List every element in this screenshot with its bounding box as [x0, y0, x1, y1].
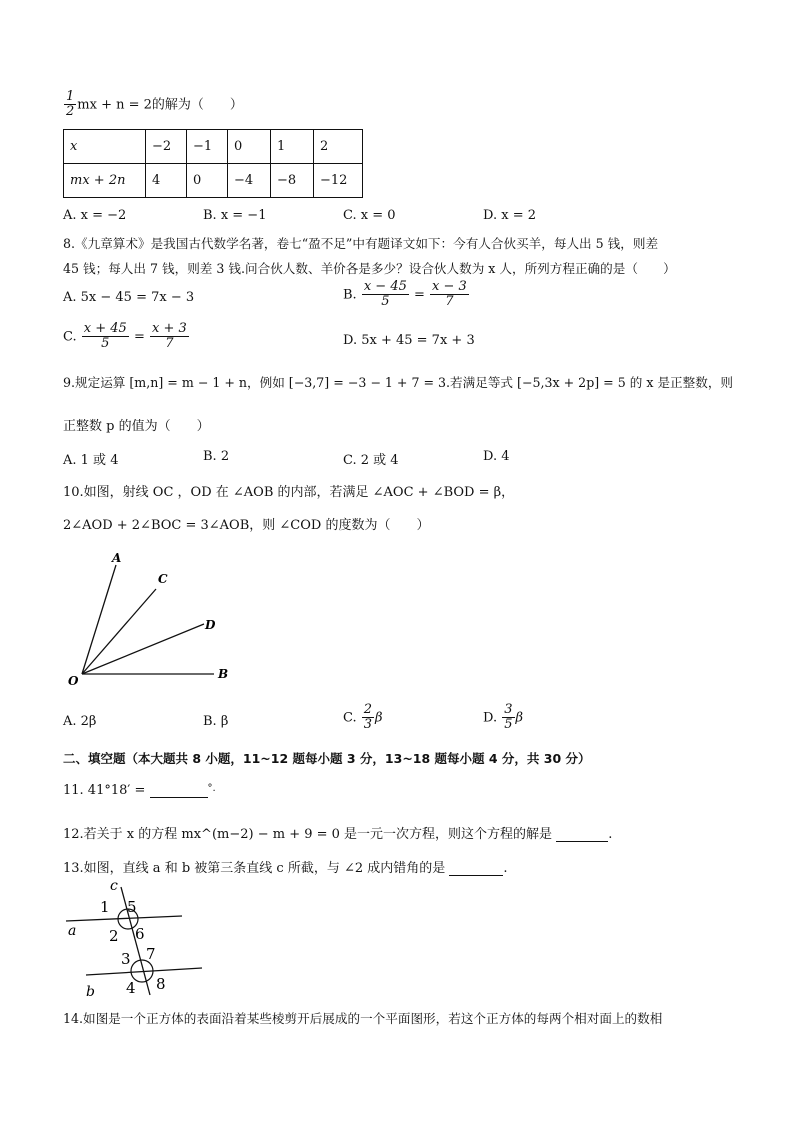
- point-label-o: O: [68, 674, 79, 688]
- angle-label-5: 5: [127, 898, 137, 916]
- q10-line2: 2∠AOD + 2∠BOC = 3∠AOB，则 ∠COD 的度数为（ ）: [63, 518, 430, 533]
- section-heading: 二、填空题（本大题共 8 小题，11~12 题每小题 3 分，13~18 题每小题 4 分，共 30 分）: [63, 751, 591, 766]
- table-row: [64, 130, 363, 164]
- q10-option-d: D. $\frac{3}{5}$ β: [483, 702, 524, 733]
- q13-parallel-lines-figure: [60, 875, 210, 1005]
- q9-line2: 正整数 p 的值为（ ）: [63, 419, 210, 434]
- fraction: $\frac{3}{5}$: [504, 702, 513, 733]
- q14-line1: 14.如图是一个正方体的表面沿着某些棱剪开后展成的一个平面图形，若这个正方体的每两个相对面上的数相: [63, 1011, 663, 1026]
- angle-label-8: 8: [156, 975, 166, 993]
- q7-option-b: B. x = −1: [203, 208, 267, 223]
- fraction: $\frac{2}{3}$: [363, 702, 373, 733]
- q7-option-a: A. x = −2: [63, 208, 127, 223]
- angle-label-3: 3: [121, 950, 131, 968]
- q8-option-a: A. 5x − 45 = 7x − 3: [63, 290, 195, 305]
- q8-option-b: B. $\frac{x - 45}{5}$ = $\frac{x - 3}{7}$: [343, 279, 467, 310]
- q8-option-c-label: C.: [63, 329, 77, 345]
- table-cell: −12: [314, 164, 363, 198]
- q9-line1: 9.规定运算 [m,n] = m − 1 + n，例如 [−3,7] = −3 − 1 + 7 = 3.若满足等式 [−5,3x + 2p] = 5 的 x 是正整数，则: [63, 375, 734, 390]
- table-cell: 4: [146, 164, 187, 198]
- q7-stem: [63, 90, 243, 120]
- table-cell: −4: [228, 164, 271, 198]
- line-label-c: c: [110, 878, 118, 894]
- ray-oc: [82, 589, 156, 674]
- q8-option-b-label: B.: [343, 287, 357, 303]
- q7-table: [63, 129, 363, 198]
- table-cell: −2: [146, 130, 187, 164]
- line-a: [66, 916, 182, 921]
- point-label-d: D: [205, 618, 216, 632]
- angle-label-1: 1: [100, 898, 110, 916]
- q7-stem-text: mx + n = 2的解为（ ）: [77, 97, 243, 113]
- angle-label-7: 7: [146, 945, 156, 963]
- q8-line2: 45 钱；每人出 7 钱，则差 3 钱.问合伙人数、羊价各是多少？设合伙人数为 x 人，所列方程正确的是（ ）: [63, 261, 676, 276]
- line-label-a: a: [68, 923, 77, 939]
- answer-blank: [150, 797, 208, 798]
- q9-option-d: D. 4: [483, 449, 510, 464]
- answer-blank: [556, 841, 608, 842]
- q8-option-c: C. $\frac{x + 45}{5}$ = $\frac{x + 3}{7}$: [63, 321, 187, 352]
- q12: 12.若关于 x 的方程 mx^(m−2) − m + 9 = 0 是一元一次方程，则这个方程的解是 .: [63, 827, 613, 842]
- q9-option-c: C. 2 或 4: [343, 453, 399, 468]
- angle-label-2: 2: [109, 927, 119, 945]
- q8-line1: 8.《九章算术》是我国古代数学名著，卷七“盈不足”中有题译文如下：今有人合伙买羊，每人出 5 钱，则差: [63, 236, 659, 251]
- table-row: [64, 164, 363, 198]
- q8-option-d: D. 5x + 45 = 7x + 3: [343, 333, 475, 348]
- point-label-b: B: [218, 667, 229, 681]
- q10-line1: 10.如图，射线 OC ，OD 在 ∠AOB 的内部，若满足 ∠AOC + ∠BOD = β，: [63, 485, 515, 500]
- ray-oa: [82, 565, 116, 674]
- q7-option-d: D. x = 2: [483, 208, 536, 223]
- angle-label-6: 6: [135, 925, 145, 943]
- point-label-c: C: [158, 572, 168, 586]
- q10-angle-figure: [60, 545, 240, 695]
- answer-blank: [449, 875, 503, 876]
- fraction: $\frac{x - 45}{5}$: [363, 279, 407, 310]
- q10-option-c: C. $\frac{2}{3}$ β: [343, 702, 383, 733]
- table-cell: mx + 2n: [64, 164, 146, 198]
- angle-label-4: 4: [126, 979, 136, 997]
- point-label-a: A: [112, 551, 122, 565]
- q10-option-b: B. β: [203, 714, 229, 729]
- table-cell: −8: [271, 164, 314, 198]
- table-cell: 0: [187, 164, 228, 198]
- table-cell: 2: [314, 130, 363, 164]
- table-cell: 1: [271, 130, 314, 164]
- q7-fraction: $\frac{1}{2}$: [66, 89, 75, 120]
- fraction: $\frac{x - 3}{7}$: [432, 279, 467, 310]
- ray-od: [82, 624, 204, 674]
- q13: 13.如图，直线 a 和 b 被第三条直线 c 所截，与 ∠2 成内错角的是 .: [63, 861, 508, 876]
- q9-option-a: A. 1 或 4: [63, 453, 119, 468]
- q9-option-b: B. 2: [203, 449, 230, 464]
- fraction: $\frac{x + 3}{7}$: [151, 321, 187, 352]
- line-label-b: b: [86, 984, 95, 1000]
- q10-option-a: A. 2β: [63, 714, 97, 729]
- q11: 11. 41°18′ = °.: [63, 783, 216, 798]
- q7-option-c: C. x = 0: [343, 208, 396, 223]
- table-cell: −1: [187, 130, 228, 164]
- table-cell: x: [64, 130, 146, 164]
- fraction: $\frac{x + 45}{5}$: [83, 321, 127, 352]
- table-cell: 0: [228, 130, 271, 164]
